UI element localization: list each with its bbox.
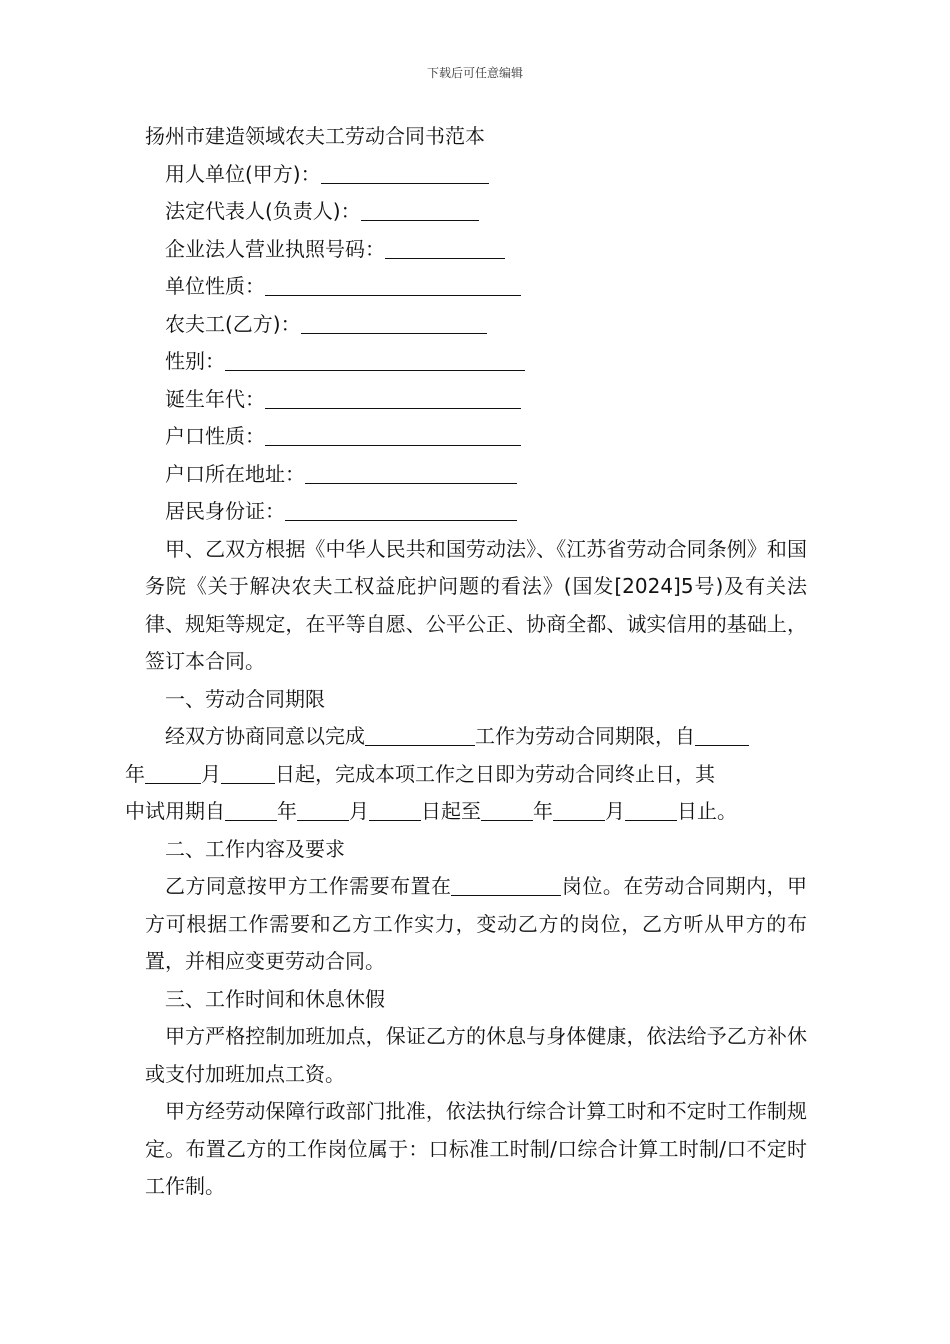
section-3-paragraph-1: 甲方严格控制加班加点，保证乙方的休息与身体健康，依法给予乙方补休或支付加班加点工资。 <box>145 1024 807 1086</box>
field-hukou-type <box>145 418 807 456</box>
field-label: 用人单位(甲方)： <box>165 161 321 186</box>
field-label: 居民身份证： <box>165 499 285 523</box>
field-label: 农夫工(乙方)： <box>165 311 301 336</box>
text-run: 乙方同意按甲方工作需要布置在 <box>165 874 452 898</box>
blank-line <box>297 798 349 821</box>
field-birth <box>145 381 807 419</box>
field-label: 单位性质： <box>165 274 265 298</box>
text-run: 年 <box>277 799 297 823</box>
field-label: 诞生年代： <box>165 386 265 411</box>
text-run: 年 <box>533 799 553 823</box>
field-license <box>145 231 807 269</box>
blank-line <box>695 723 749 746</box>
text-run: 年 <box>125 761 145 786</box>
section-heading-3: 三、工作时间和休息休假 <box>165 986 385 1011</box>
field-label: 性别： <box>165 349 225 373</box>
blank-line <box>321 161 489 184</box>
document-title: 扬州市建造领域农夫工劳动合同书范本 <box>145 124 485 148</box>
blank-line <box>625 798 677 821</box>
field-label: 户口所在地址： <box>165 461 305 486</box>
field-hukou-address <box>145 456 807 494</box>
text-run: 工作为劳动合同期限，自 <box>475 724 695 748</box>
text-run: 中试用期自 <box>125 799 225 823</box>
text-run: 月 <box>605 799 625 823</box>
blank-line <box>225 798 277 821</box>
blank-line <box>451 873 561 896</box>
section-3-paragraph-2: 甲方经劳动保障行政部门批准，依法执行综合计算工时和不定时工作制规定。布置乙方的工作岗位属于：口标准工时制/口综合计算工时制/口不定时工作制。 <box>145 1099 807 1198</box>
field-employer <box>145 156 807 194</box>
field-id-card <box>145 493 807 531</box>
field-worker <box>145 306 807 344</box>
section-heading-1: 一、劳动合同期限 <box>165 686 325 711</box>
blank-line <box>369 798 421 821</box>
text-run: 日止。 <box>677 799 737 823</box>
field-label: 企业法人营业执照号码： <box>165 236 385 261</box>
text-run: 岗位。在劳动合同期内，甲方可根据工作需要和乙方工作实力，变动乙方的岗位，乙方听从甲方的布置，并相应变更劳动合同。 <box>145 874 808 973</box>
field-unit-type <box>145 268 807 306</box>
intro-paragraph: 甲、乙双方根据《中华人民共和国劳动法》、《江苏省劳动合同条例》和国务院《关于解决农夫工权益庇护问题的看法》(国发[2024]5号)及有关法律、规矩等规定，在平等自愿、公平公正、协商全都、诚实信用的基础上，签订本合同。 <box>145 536 807 673</box>
blank-line <box>145 761 201 784</box>
blank-line <box>225 348 525 371</box>
blank-line <box>265 273 521 296</box>
field-label: 法定代表人(负责人)： <box>165 199 361 223</box>
field-gender <box>145 343 807 381</box>
section-2-paragraph <box>145 868 807 981</box>
text-run: 日起至 <box>421 799 481 823</box>
contract-document <box>125 118 808 1206</box>
section-1-paragraph <box>125 718 807 831</box>
blank-line <box>385 236 505 259</box>
blank-line <box>361 198 479 221</box>
blank-line <box>265 386 521 409</box>
text-run: 月 <box>201 761 221 786</box>
text-run: 日起，完成本项工作之日即为劳动合同终止日，其 <box>275 761 715 786</box>
blank-line <box>301 311 487 334</box>
blank-line <box>305 461 517 484</box>
blank-line <box>285 498 517 521</box>
section-heading-2: 二、工作内容及要求 <box>165 836 345 861</box>
blank-line <box>221 761 275 784</box>
field-legal-rep <box>145 193 807 231</box>
blank-line <box>481 798 533 821</box>
text-run: 月 <box>349 799 369 823</box>
blank-line <box>265 423 521 446</box>
page-header-note: 下载后可任意编辑 <box>426 66 523 80</box>
blank-line <box>365 723 475 746</box>
field-label: 户口性质： <box>165 424 265 448</box>
text-run: 经双方协商同意以完成 <box>165 724 365 748</box>
blank-line <box>553 798 605 821</box>
